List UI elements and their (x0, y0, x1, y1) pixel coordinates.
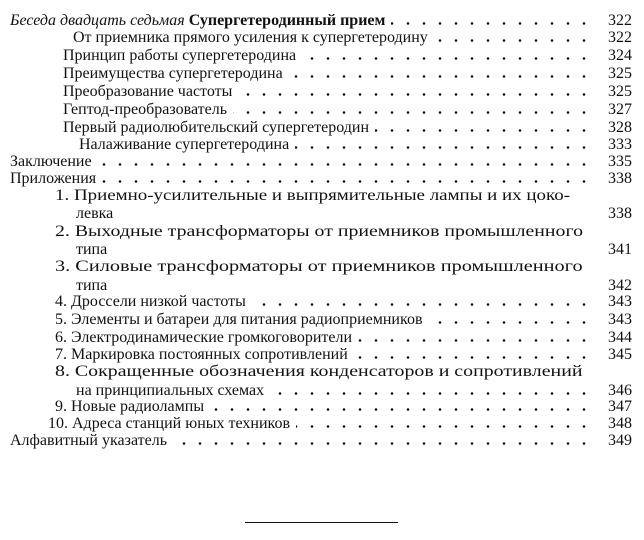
page-number: 328 (608, 119, 632, 136)
page-number: 346 (608, 382, 632, 399)
dot-leader (233, 111, 592, 114)
dot-leader (98, 163, 592, 166)
toc-entry (0, 101, 644, 119)
toc-entry-label: 2. Выходные трансформаторы от приемников промышленного (55, 223, 584, 240)
dot-leader (391, 22, 592, 25)
toc-entry (0, 205, 644, 223)
dot-leader (358, 339, 592, 342)
dot-leader (173, 442, 592, 445)
toc-entry-label: 5. Элементы и батареи для питания радиоприемников (55, 311, 423, 328)
dot-leader (434, 39, 592, 42)
toc-entry (0, 223, 644, 241)
toc-entry-label: Преимущества супергетеродина (63, 65, 283, 82)
page-number: 349 (608, 432, 632, 449)
toc-entry (0, 293, 644, 311)
toc-entry-label: Принцип работы супергетеродина (63, 47, 297, 64)
toc-entry (0, 170, 644, 188)
toc-entry (0, 119, 644, 137)
page-number: 333 (608, 136, 632, 153)
toc-entry-label (10, 12, 385, 30)
conversation-number: Беседа двадцать седьмая (10, 12, 185, 29)
toc-entry-label: типа (76, 241, 108, 258)
toc-entry (0, 241, 644, 259)
dot-leader (270, 392, 592, 395)
page-number: 335 (608, 153, 632, 170)
toc-entry-label: Алфавитный указатель (10, 432, 168, 449)
toc-entry-label: Гептод-преобразователь (63, 101, 228, 118)
toc-entry (0, 187, 644, 205)
page-divider (245, 522, 398, 523)
dot-leader (252, 303, 592, 306)
page-number: 322 (608, 29, 632, 46)
toc-entry (0, 398, 644, 416)
toc-entry (0, 65, 644, 83)
toc-entry (0, 311, 644, 329)
page-number: 338 (608, 205, 632, 222)
page-number: 325 (608, 83, 632, 100)
page-number: 344 (608, 329, 632, 346)
toc-entry-label: 7. Маркировка постоянных сопротивлений (55, 346, 348, 363)
toc-entry (0, 432, 644, 450)
toc-entry (0, 415, 644, 433)
page-number: 342 (608, 277, 632, 294)
toc-entry-label: 3. Силовые трансформаторы от приемников промышленного (55, 258, 583, 275)
page-number: 322 (608, 12, 632, 29)
toc-entry (0, 136, 644, 154)
toc-entry-label: 10. Адреса станций юных техников (48, 415, 291, 432)
toc-entry-label: типа (76, 277, 108, 294)
page-number: 325 (608, 65, 632, 82)
dot-leader (102, 180, 592, 183)
page-number: 348 (608, 415, 632, 432)
page-number: 341 (608, 241, 632, 258)
toc-entry-label: 9. Новые радиолампы (55, 398, 205, 415)
dot-leader (238, 93, 592, 96)
toc-entry-label: Налаживание супергетеродина (79, 136, 290, 153)
dot-leader (302, 57, 592, 60)
toc-entry-label: От приемника прямого усиления к супергетеродину (73, 29, 428, 46)
dot-leader (295, 146, 592, 149)
page-number: 343 (608, 311, 632, 328)
toc-entry (0, 346, 644, 364)
toc-entry (0, 329, 644, 347)
toc-entry-label: 1. Приемно-усилительные и выпрямительные лампы и их цоко- (55, 187, 570, 204)
page-number: 343 (608, 293, 632, 310)
toc-entry-label: левка (76, 205, 114, 222)
page-number: 347 (608, 398, 632, 415)
toc-entry (0, 83, 644, 101)
toc-entry (0, 363, 644, 381)
toc-entry (0, 258, 644, 276)
page-number: 345 (608, 346, 632, 363)
toc-entry-label: Заключение (10, 153, 92, 170)
page-number: 327 (608, 101, 632, 118)
dot-leader (296, 425, 592, 428)
toc-entry (0, 153, 644, 171)
dot-leader (429, 321, 592, 324)
toc-entry-label: Приложения (10, 170, 97, 187)
toc-entry (0, 29, 644, 47)
toc-entry-label: на принципиальных схемах (76, 382, 265, 399)
toc-entry-label: 6. Электродинамические громкоговорители (55, 329, 353, 346)
page-number: 338 (608, 170, 632, 187)
toc-entry-label: Первый радиолюбительский супергетеродин (63, 119, 370, 136)
toc-entry-label: 4. Дроссели низкой частоты (55, 293, 246, 310)
dot-leader (289, 75, 592, 78)
conversation-title: Супергетеродинный прием (188, 12, 386, 29)
dot-leader (354, 356, 592, 359)
toc-entry-label: 8. Сокращенные обозначения конденсаторов и сопротивлений (55, 363, 583, 380)
page-number: 324 (608, 47, 632, 64)
toc-entry-heading (0, 12, 644, 30)
dot-leader (210, 408, 592, 411)
dot-leader (375, 129, 592, 132)
toc-entry-label: Преобразование частоты (63, 83, 233, 100)
toc-entry (0, 47, 644, 65)
